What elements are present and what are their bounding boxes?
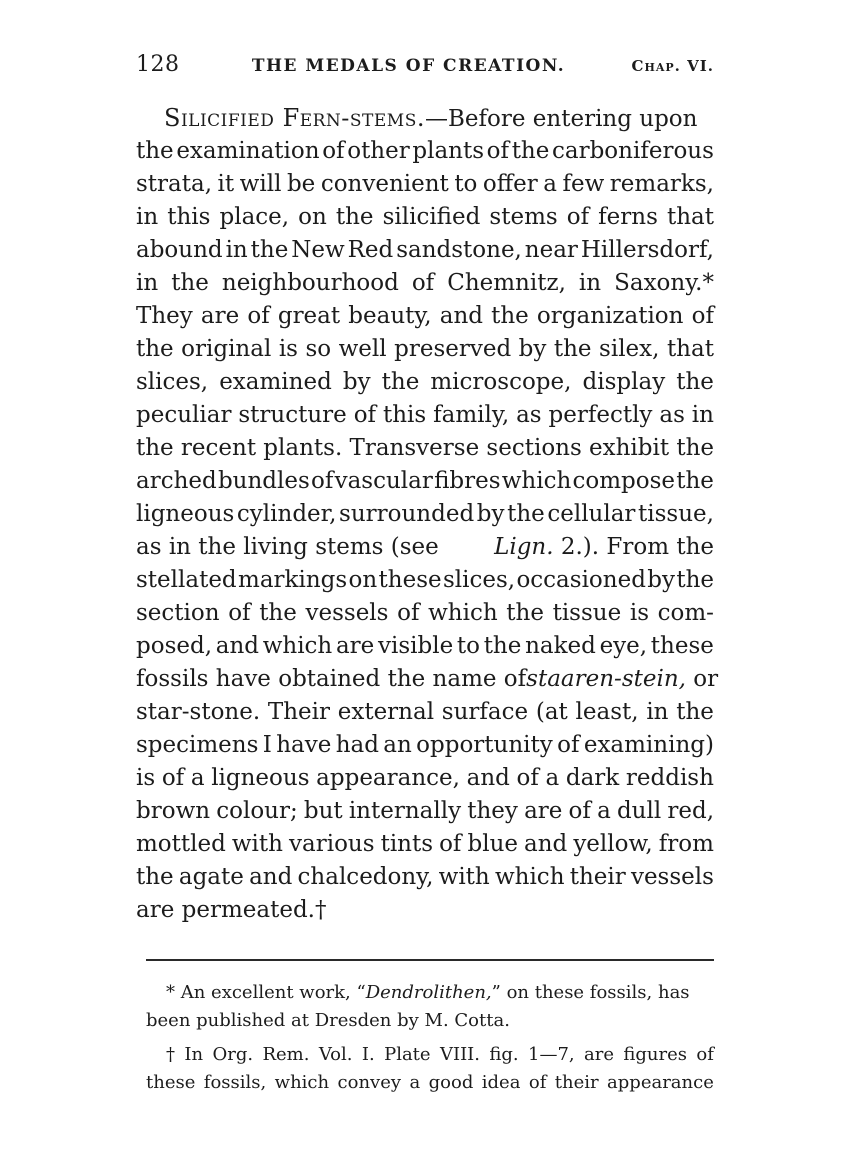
text-span: 2.). From the [560, 534, 714, 560]
staaren-stein-term: staaren-stein, [526, 666, 686, 692]
text-line: strata, it will be convenient to offer a few remarks, [136, 171, 714, 197]
text-line: is of a ligneous appearance, and of a dark reddish [136, 765, 714, 791]
footnote-line: these fossils, which convey a good idea of their appearance [146, 1072, 714, 1093]
text-line: in the neighbourhood of Chemnitz, in Saxony.* [136, 270, 714, 296]
text-line: arched bundles of vascular fibres which compose the [136, 468, 714, 494]
footnote-line: been published at Dresden by M. Cotta. [146, 1010, 510, 1031]
text-span: or [693, 666, 719, 692]
text-line: abound in the New Red sandstone, near Hillersdorf, [136, 237, 714, 263]
book-page [136, 52, 719, 1097]
text-span: fossils have obtained the name of [136, 666, 527, 692]
chapter-label: Chap. VI. [631, 57, 714, 75]
body-paragraph [136, 102, 719, 927]
text-span: ” on these fossils, has [491, 982, 690, 1003]
text-line [136, 102, 714, 135]
page-number: 128 [136, 52, 180, 77]
text-line: slices, examined by the microscope, display the [136, 369, 714, 395]
text-line: the original is so well preserved by the silex, that [136, 336, 714, 362]
text-line: the examination of other plants of the carboniferous [136, 138, 714, 164]
footnote-divider [146, 959, 714, 961]
dendrolithen-title: Dendrolithen, [365, 982, 492, 1003]
text-line [136, 663, 719, 696]
text-line: star-stone. Their external surface (at least, in the [136, 699, 714, 725]
book-title: THE MEDALS OF CREATION. [251, 56, 566, 76]
text-line [136, 531, 714, 564]
text-span: as in the living stems (see [136, 534, 439, 560]
text-line: peculiar structure of this family, as perfectly as in [136, 402, 714, 428]
lign-reference: Lign. [494, 534, 554, 560]
footnote-line [146, 979, 714, 1007]
text-span: —Before entering upon [425, 106, 698, 132]
text-line: mottled with various tints of blue and yellow, from [136, 831, 714, 857]
text-line: posed, and which are visible to the naked eye, these [136, 633, 714, 659]
text-line: ligneous cylinder, surrounded by the cellular tissue, [136, 501, 714, 527]
running-head [136, 52, 714, 92]
text-span: * An excellent work, “ [166, 982, 366, 1003]
section-heading: Silicified Fern-stems. [164, 104, 425, 132]
text-line: the agate and chalcedony, with which their vessels [136, 864, 714, 890]
text-line: brown colour; but internally they are of a dull red, [136, 798, 714, 824]
text-line: stellated markings on these slices, occasioned by the [136, 567, 714, 593]
text-line: are permeated.† [136, 897, 327, 923]
text-line: They are of great beauty, and the organization of [136, 303, 714, 329]
text-line: the recent plants. Transverse sections exhibit the [136, 435, 714, 461]
text-line: section of the vessels of which the tissue is com- [136, 600, 714, 626]
footnote-line: † In Org. Rem. Vol. I. Plate VIII. fig. 1—7, are figures of [166, 1044, 714, 1065]
footnotes [136, 979, 714, 1097]
text-line: in this place, on the silicified stems of ferns that [136, 204, 714, 230]
text-line: specimens I have had an opportunity of examining) [136, 732, 714, 758]
